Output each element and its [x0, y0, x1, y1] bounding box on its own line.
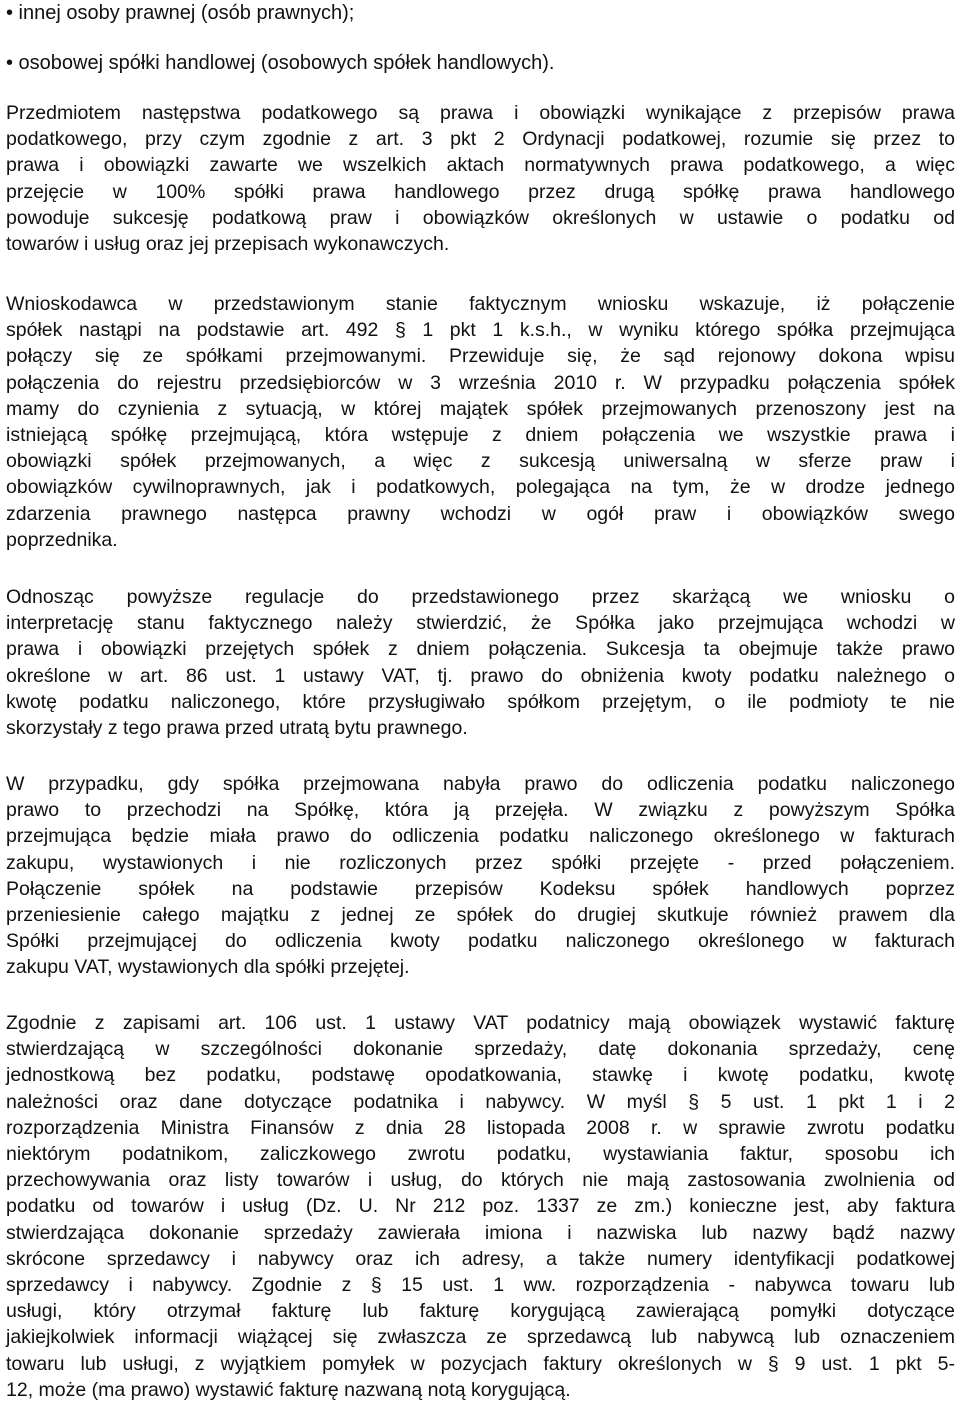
text-line: W przypadku, gdy spółka przejmowana nabyła prawo do odliczenia podatku naliczonego — [6, 773, 955, 795]
text-line: niektórym podatnikom, zaliczkowego zwrotu podatku, wystawiania faktur, sposobu ich — [6, 1143, 955, 1166]
text-line: obowiązków cywilnoprawnych, jak i podatkowych, polegająca na tym, że w drodze jednego — [6, 476, 955, 499]
text-line: połączy się ze spółkami przejmowanymi. Przewiduje się, że sąd rejonowy dokona wpisu — [6, 345, 955, 368]
paragraph-applicant — [6, 291, 955, 553]
text-line: towaru lub usługi, z wyjątkiem pomyłek w pozycjach faktury określonych w § 9 ust. 1 pkt 5- — [6, 1352, 955, 1375]
text-line: Wnioskodawca w przedstawionym stanie faktycznym wniosku wskazuje, iż połączenie — [6, 293, 955, 315]
text-line: podatkowego, przy czym zgodnie z art. 3 pkt 2 Ordynacji podatkowej, rozumie się przez to — [6, 128, 955, 151]
text-line: 12, może (ma prawo) wystawić fakturę nazwaną notą korygującą. — [6, 1378, 571, 1401]
text-line: przeniesienie całego majątku z jednej ze spółek do drugiej skutkuje również prawem dla — [6, 904, 955, 927]
text-line: Przedmiotem następstwa podatkowego są prawa i obowiązki wynikające z przepisów prawa — [6, 102, 955, 124]
text-line: prawo to przechodzi na Spółkę, która ją przejęła. W związku z powyższym Spółka — [6, 799, 955, 822]
text-line: podatku od towarów i usług (Dz. U. Nr 212 poz. 1337 ze zm.) konieczne jest, aby faktura — [6, 1195, 955, 1218]
text-line: należności oraz dane dotyczące podatnika i nabywcy. W myśl § 5 ust. 1 pkt 1 i 2 — [6, 1090, 955, 1113]
paragraph-regulations — [6, 584, 955, 741]
text-line: prawa i obowiązki przejętych spółek z dniem połączenia. Sukcesja ta obejmuje także prawo — [6, 638, 955, 661]
text-line: interpretację stanu faktycznego należy stwierdzić, że Spółka jako przejmująca wchodzi w — [6, 612, 955, 635]
bullet-item: • osobowej spółki handlowej (osobowych spółek handlowych). — [6, 52, 555, 74]
text-line: spółek nastąpi na podstawie art. 492 § 1 pkt 1 k.s.h., w wyniku którego spółka przejmująca — [6, 319, 955, 342]
text-line: zakupu VAT, wystawionych dla spółki przejętej. — [6, 956, 410, 979]
text-line: mamy do czynienia z sytuacją, w której majątek spółek przejmowanych przenoszony jest na — [6, 397, 955, 420]
bullet-item: • innej osoby prawnej (osób prawnych); — [6, 2, 355, 24]
text-line: określone w art. 86 ust. 1 ustawy VAT, tj. prawo do obniżenia kwoty podatku należnego o — [6, 664, 955, 687]
text-line: przejęcie w 100% spółki prawa handlowego przez drugą spółkę prawa handlowego — [6, 180, 955, 203]
text-line: prawa i obowiązki zawarte we wszelkich aktach normatywnych prawa podatkowego, a więc — [6, 154, 955, 177]
text-line: połączenia do rejestru przedsiębiorców w 3 września 2010 r. W przypadku połączenia spółek — [6, 371, 955, 394]
text-line: Spółki przejmującej do odliczenia kwoty podatku naliczonego określonego w fakturach — [6, 930, 955, 953]
text-line: sprzedawcy i nabywcy. Zgodnie z § 15 ust. 1 ww. rozporządzenia - nabywca towaru lub — [6, 1274, 955, 1297]
paragraph-invoice — [6, 1010, 955, 1403]
text-line: zakupu, wystawionych i nie rozliczonych przez spółki przejęte - przed połączeniem. — [6, 851, 955, 874]
text-line: obowiązki spółek przejmowanych, a więc z sukcesją uniwersalną w sferze praw i — [6, 450, 955, 473]
text-line: stwierdzającą w szczególności dokonanie sprzedaży, datę dokonania sprzedaży, cenę — [6, 1038, 955, 1061]
text-line: istniejącą spółkę przejmującą, która wstępuje z dniem połączenia we wszystkie prawa i — [6, 424, 955, 447]
text-line: kwotę podatku naliczonego, które przysługiwało spółkom przejętym, o ile podmioty te nie — [6, 690, 955, 713]
text-line: Połączenie spółek na podstawie przepisów Kodeksu spółek handlowych poprzez — [6, 877, 955, 900]
text-line: poprzednika. — [6, 528, 118, 551]
text-line: jednostkową bez podatku, podstawę opodatkowania, stawkę i kwotę podatku, kwotę — [6, 1064, 955, 1087]
text-line: przejmująca będzie miała prawo do odliczenia podatku naliczonego określonego w fakturach — [6, 825, 955, 848]
paragraph-deduction — [6, 771, 955, 981]
text-line: stwierdzająca dokonanie sprzedaży zawierała imiona i nazwiska lub nazwy bądź nazwy — [6, 1221, 955, 1244]
text-line: skorzystały z tego prawa przed utratą bytu prawnego. — [6, 717, 468, 740]
text-line: Odnosząc powyższe regulacje do przedstawionego przez skarżącą we wniosku o — [6, 586, 955, 608]
text-line: Zgodnie z zapisami art. 106 ust. 1 ustawy VAT podatnicy mają obowiązek wystawić fakturę — [6, 1012, 955, 1034]
text-line: powoduje sukcesję podatkową praw i obowiązków określonych w ustawie o podatku od — [6, 206, 955, 229]
paragraph-succession — [6, 100, 955, 257]
text-line: towarów i usług oraz jej przepisach wykonawczych. — [6, 233, 450, 256]
text-line: usługi, który otrzymał fakturę lub fakturę korygującą zawierającą pomyłki dotyczące — [6, 1300, 955, 1323]
text-line: zdarzenia prawnego następca prawny wchodzi w ogół praw i obowiązków swego — [6, 502, 955, 525]
text-line: skrócone sprzedawcy i nabywcy oraz ich adresy, a także numery identyfikacji podatkowej — [6, 1247, 955, 1270]
text-line: rozporządzenia Ministra Finansów z dnia 28 listopada 2008 r. w sprawie zwrotu podatku — [6, 1116, 955, 1139]
text-line: przechowywania oraz listy towarów i usług, do których nie mają zastosowania zwolnienia od — [6, 1169, 955, 1192]
text-line: jakiejkolwiek informacji wiążącej się zwłaszcza ze sprzedawcą lub nabywcą lub oznaczeniem — [6, 1326, 955, 1349]
